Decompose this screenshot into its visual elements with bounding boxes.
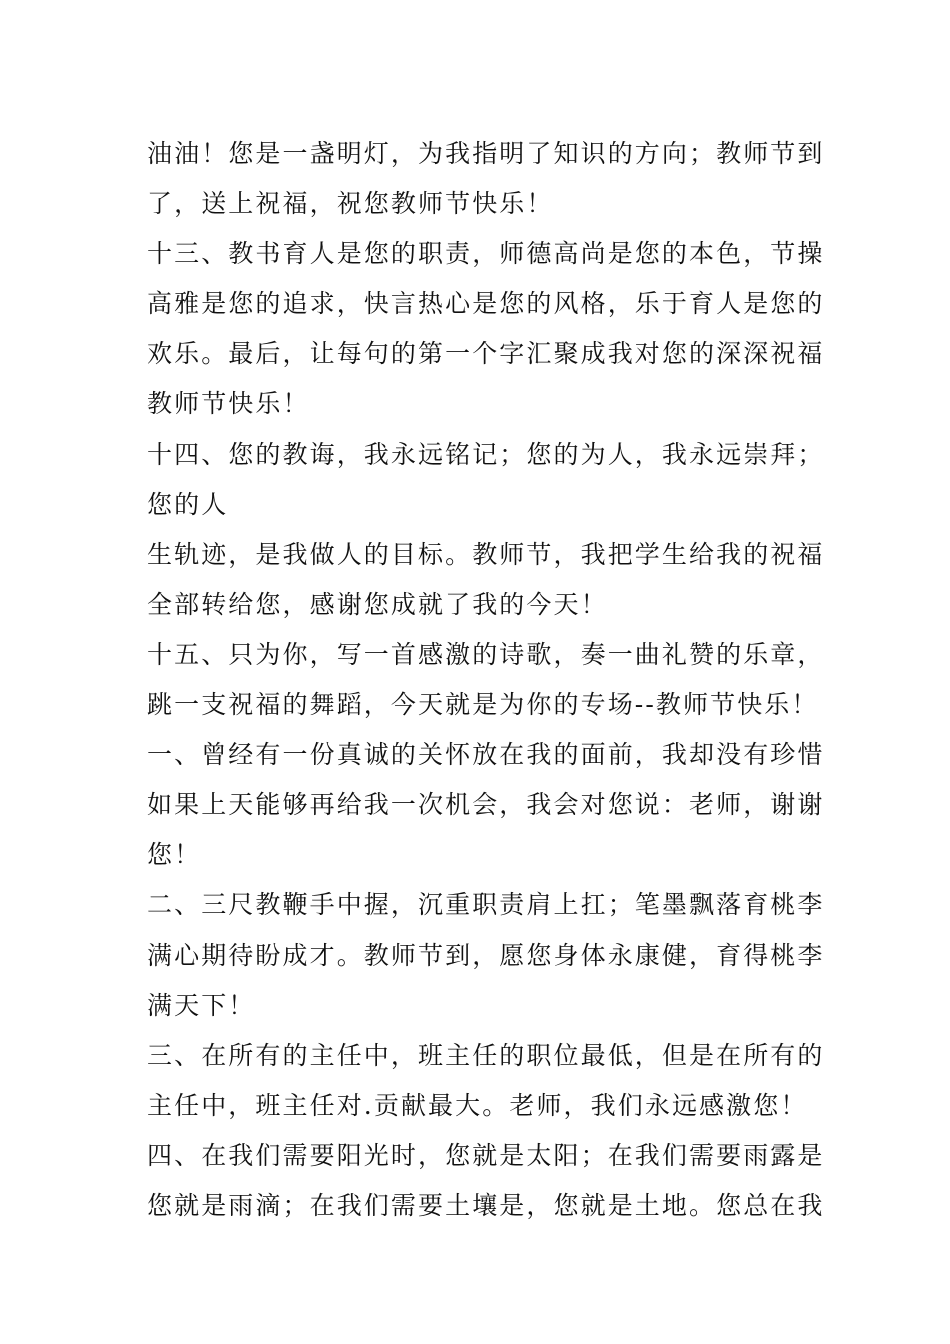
text-line: 欢乐。最后，让每句的第一个字汇聚成我对您的深深祝福	[147, 339, 825, 369]
text-line: 教师节快乐！	[147, 389, 310, 419]
text-line: 二、三尺教鞭手中握，沉重职责肩上扛；笔墨飘落育桃李	[147, 890, 825, 920]
text-line: 了，送上祝福，祝您教师节快乐！	[147, 189, 554, 219]
text-line: 您的人	[147, 489, 229, 519]
text-line: 如果上天能够再给我一次机会，我会对您说：老师，谢谢	[147, 790, 825, 820]
text-line: 高雅是您的追求，快言热心是您的风格，乐于育人是您的	[147, 289, 825, 319]
text-line: 您！	[147, 840, 202, 870]
text-line: 一、曾经有一份真诚的关怀放在我的面前，我却没有珍惜	[147, 740, 825, 770]
text-line: 您就是雨滴；在我们需要土壤是，您就是土地。您总在我	[147, 1190, 825, 1220]
text-line: 生轨迹，是我做人的目标。教师节，我把学生给我的祝福	[147, 539, 825, 569]
text-line: 满心期待盼成才。教师节到，愿您身体永康健，育得桃李	[147, 940, 825, 970]
text-line: 十四、您的教诲，我永远铭记；您的为人，我永远崇拜；	[147, 439, 825, 469]
text-line: 全部转给您，感谢您成就了我的今天！	[147, 589, 608, 619]
text-line: 三、在所有的主任中，班主任的职位最低，但是在所有的	[147, 1040, 825, 1070]
text-line: 满天下！	[147, 990, 256, 1020]
text-line: 十五、只为你，写一首感激的诗歌，奏一曲礼赞的乐章，	[147, 639, 825, 669]
document-body	[147, 129, 825, 1231]
text-line: 跳一支祝福的舞蹈，今天就是为你的专场--教师节快乐！	[147, 690, 819, 720]
text-line: 主任中，班主任对.贡献最大。老师，我们永远感激您！	[147, 1090, 808, 1120]
text-line: 油油！您是一盏明灯，为我指明了知识的方向；教师节到	[147, 139, 825, 168]
text-line: 十三、教书育人是您的职责，师德高尚是您的本色，节操	[147, 239, 825, 269]
text-line: 四、在我们需要阳光时，您就是太阳；在我们需要雨露是	[147, 1140, 825, 1170]
